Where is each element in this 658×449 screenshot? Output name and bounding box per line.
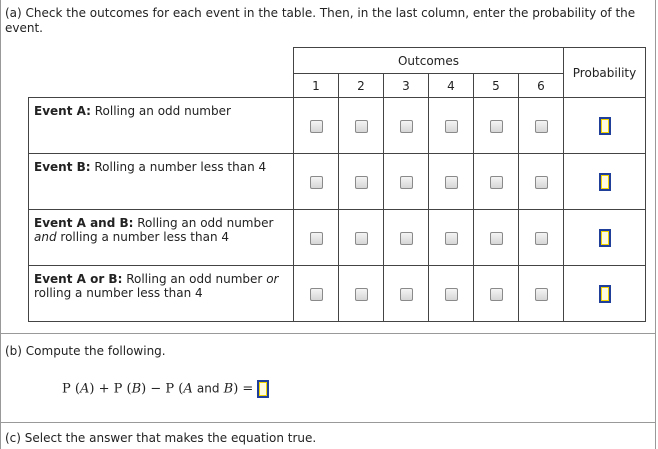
probability-header: Probability (564, 48, 646, 98)
event-a-or-b-outcome-3-checkbox[interactable] (400, 288, 413, 301)
event-b-label: Event B: Rolling a number less than 4 (29, 154, 294, 210)
event-a-or-b-outcome-6-checkbox[interactable] (535, 288, 548, 301)
event-a-and-b-outcome-6-checkbox[interactable] (535, 232, 548, 245)
event-a-or-b-outcome-2-checkbox[interactable] (355, 288, 368, 301)
event-a-outcome-4-checkbox[interactable] (445, 120, 458, 133)
event-b-outcome-2-checkbox[interactable] (355, 176, 368, 189)
outcomes-header: Outcomes (294, 48, 564, 74)
event-a-or-b-outcome-4-checkbox[interactable] (445, 288, 458, 301)
event-a-and-b-outcome-1-checkbox[interactable] (310, 232, 323, 245)
event-a-and-b-outcome-4-checkbox[interactable] (445, 232, 458, 245)
outcomes-table (28, 47, 646, 322)
event-a-outcome-6-checkbox[interactable] (535, 120, 548, 133)
event-b-outcome-5-checkbox[interactable] (490, 176, 503, 189)
outcome-header-5: 5 (474, 74, 519, 98)
outcome-header-4: 4 (429, 74, 474, 98)
event-a-label: Event A: Rolling an odd number (29, 98, 294, 154)
event-a-and-b-probability-input[interactable] (599, 229, 611, 247)
event-a-or-b-outcome-5-checkbox[interactable] (490, 288, 503, 301)
event-row-b (29, 154, 646, 210)
table-corner (29, 48, 294, 98)
part-b-answer-input[interactable] (257, 380, 269, 398)
part-a-divider (0, 333, 656, 334)
part-c-label: (c) Select the answer that makes the equation true. (5, 431, 317, 445)
event-a-outcome-1-checkbox[interactable] (310, 120, 323, 133)
event-a-and-b-outcome-2-checkbox[interactable] (355, 232, 368, 245)
event-b-outcome-4-checkbox[interactable] (445, 176, 458, 189)
event-a-outcome-5-checkbox[interactable] (490, 120, 503, 133)
event-b-outcome-1-checkbox[interactable] (310, 176, 323, 189)
event-a-and-b-outcome-5-checkbox[interactable] (490, 232, 503, 245)
outcome-header-3: 3 (384, 74, 429, 98)
event-b-outcome-6-checkbox[interactable] (535, 176, 548, 189)
event-b-outcome-3-checkbox[interactable] (400, 176, 413, 189)
event-row-a (29, 98, 646, 154)
part-b-formula: P (A) + P (B) − P (A and B) = (62, 380, 269, 398)
event-a-and-b-label: Event A and B: Rolling an odd number and rolling a number less than 4 (29, 210, 294, 266)
event-a-or-b-label: Event A or B: Rolling an odd number or rolling a number less than 4 (29, 266, 294, 322)
outcome-header-2: 2 (339, 74, 384, 98)
event-row-a-or-b (29, 266, 646, 322)
outcome-header-1: 1 (294, 74, 339, 98)
event-row-a-and-b (29, 210, 646, 266)
event-a-outcome-2-checkbox[interactable] (355, 120, 368, 133)
event-a-and-b-outcome-3-checkbox[interactable] (400, 232, 413, 245)
event-a-or-b-probability-input[interactable] (599, 285, 611, 303)
event-b-probability-input[interactable] (599, 173, 611, 191)
event-a-probability-input[interactable] (599, 117, 611, 135)
event-a-or-b-outcome-1-checkbox[interactable] (310, 288, 323, 301)
part-b-label: (b) Compute the following. (5, 344, 166, 358)
event-a-outcome-3-checkbox[interactable] (400, 120, 413, 133)
part-b-divider (0, 422, 656, 423)
outcome-header-6: 6 (519, 74, 564, 98)
part-a-instruction: (a) Check the outcomes for each event in the table. Then, in the last column, enter the probability of the event. (5, 6, 636, 35)
